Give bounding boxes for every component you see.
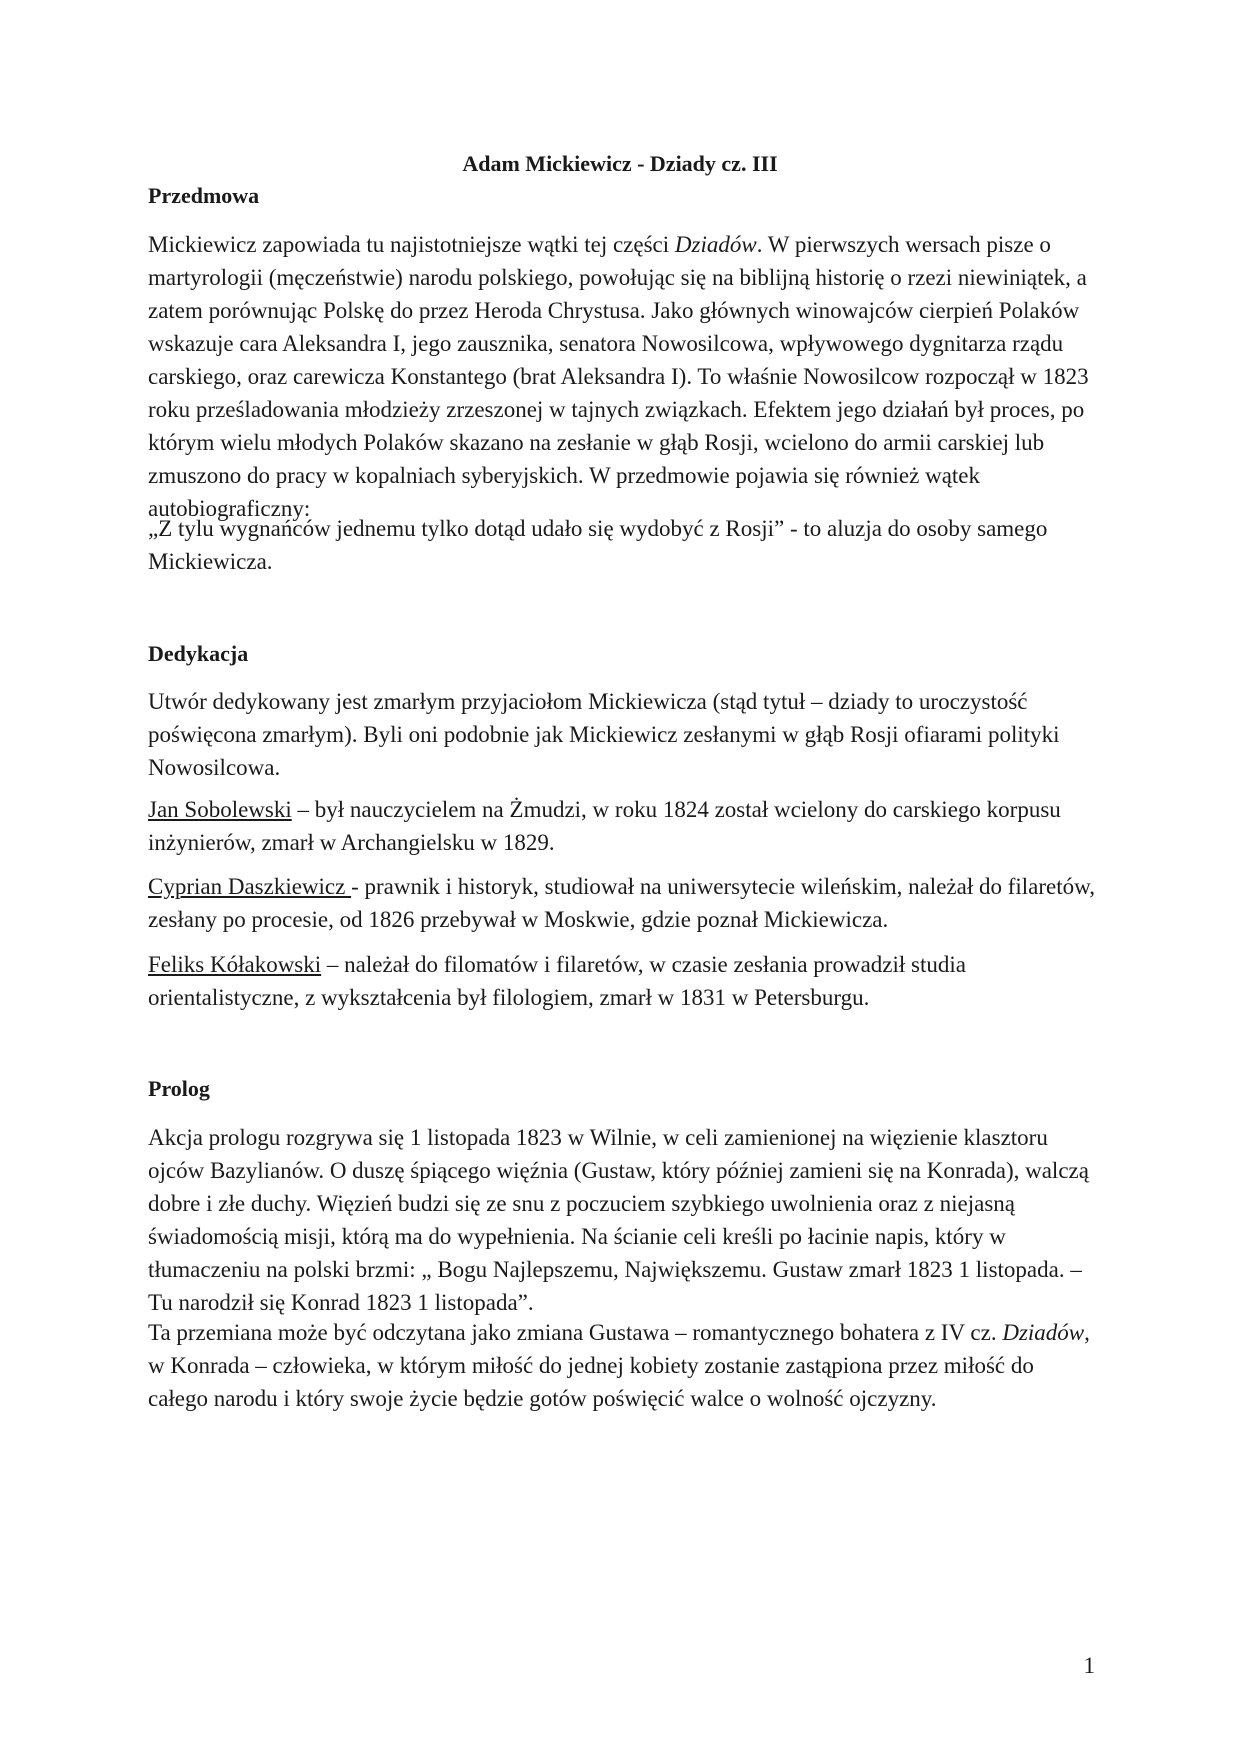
page-number: 1 [1083, 1653, 1095, 1678]
text-run: Mickiewicz zapowiada tu najistotniejsze wątki tej części [148, 232, 675, 257]
przedmowa-paragraph-1 [148, 228, 1098, 525]
prolog-paragraph-1: Akcja prologu rozgrywa się 1 listopada 1823 w Wilnie, w celi zamienionej na więzienie klasztoru ojców Bazylianów. O duszę śpiącego więźnia (Gustaw, który później zamieni się na Konrada), walczą dobre i złe duchy. Więzień budzi się ze snu z poczuciem szybkiego uwolnienia oraz z niejasną świadomością misji, którą ma do wypełnienia. Na ścianie celi kreśli po łacinie napis, który w tłumaczeniu na polski brzmi: „ Bogu Najlepszemu, Największemu. Gustaw zmarł 1823 1 listopada. – Tu narodził się Konrad 1823 1 listopada”. [148, 1125, 1089, 1315]
person-name: Cyprian Daszkiewicz [148, 874, 352, 899]
dedykacja-paragraph-1: Utwór dedykowany jest zmarłym przyjaciołom Mickiewicza (stąd tytuł – dziady to uroczystość poświęcona zmarłym). Byli oni podobnie jak Mickiewicz zesłanymi w głąb Rosji ofiarami polityki Nowosilcowa. [148, 689, 1060, 780]
person-description: – był nauczycielem na Żmudzi, w roku 1824 został wcielony do carskiego korpusu inżynierów, zmarł w Archangielsku w 1829. [148, 797, 1061, 855]
dedykacja-person-1 [148, 793, 1098, 859]
dedykacja-person-3 [148, 948, 1098, 1014]
text-run: , w Konrada – człowieka, w którym miłość do jednej kobiety zostanie zastąpiona przez miłość do całego narodu i który swoje życie będzie gotów poświęcić walce o wolność ojczyzny. [148, 1320, 1090, 1411]
person-description: - prawnik i historyk, studiował na uniwersytecie wileńskim, należał do filaretów, zesłany po procesie, od 1826 przebywał w Moskwie, gdzie poznał Mickiewicza. [148, 874, 1095, 932]
przedmowa-paragraph-2: „Z tylu wygnańców jednemu tylko dotąd udało się wydobyć z Rosji” - to aluzja do osoby samego Mickiewicza. [148, 516, 1048, 574]
italic-title: Dziadów [674, 232, 757, 257]
text-run: Ta przemiana może być odczytana jako zmiana Gustawa – romantycznego bohatera z IV cz. [148, 1320, 1003, 1345]
italic-title: Dziadów [1002, 1320, 1085, 1345]
document-title: Adam Mickiewicz - Dziady cz. III [462, 151, 778, 176]
prolog-paragraph-2 [148, 1316, 1098, 1415]
person-description: – należał do filomatów i filaretów, w czasie zesłania prowadził studia orientalistyczne, z wykształcenia był filologiem, zmarł w 1831 w Petersburgu. [148, 952, 966, 1010]
person-name: Feliks Kółakowski [148, 952, 322, 977]
section-heading-prolog: Prolog [148, 1076, 210, 1101]
person-name: Jan Sobolewski [148, 797, 292, 822]
section-heading-dedykacja: Dedykacja [148, 641, 249, 666]
text-run: . W pierwszych wersach pisze o martyrologii (męczeństwie) narodu polskiego, powołując się na biblijną historię o rzezi niewiniątek, a zatem porównując Polskę do przez Heroda Chrystusa. Jako głównych winowajców cierpień Polaków wskazuje cara Aleksandra I, jego zausznika, senatora Nowosilcowa, wpływowego dygnitarza rządu carskiego, oraz carewicza Konstantego (brat Aleksandra I). To właśnie Nowosilcow rozpoczął w 1823 roku prześladowania młodzieży zrzeszonej w tajnych związkach. Efektem jego działań był proces, po którym wielu młodych Polaków skazano na zesłanie w głąb Rosji, wcielono do armii carskiej lub zmuszono do pracy w kopalniach syberyjskich. W przedmowie pojawia się również wątek autobiograficzny: [148, 232, 1089, 521]
dedykacja-person-2 [148, 870, 1098, 936]
section-heading-przedmowa: Przedmowa [148, 183, 260, 208]
